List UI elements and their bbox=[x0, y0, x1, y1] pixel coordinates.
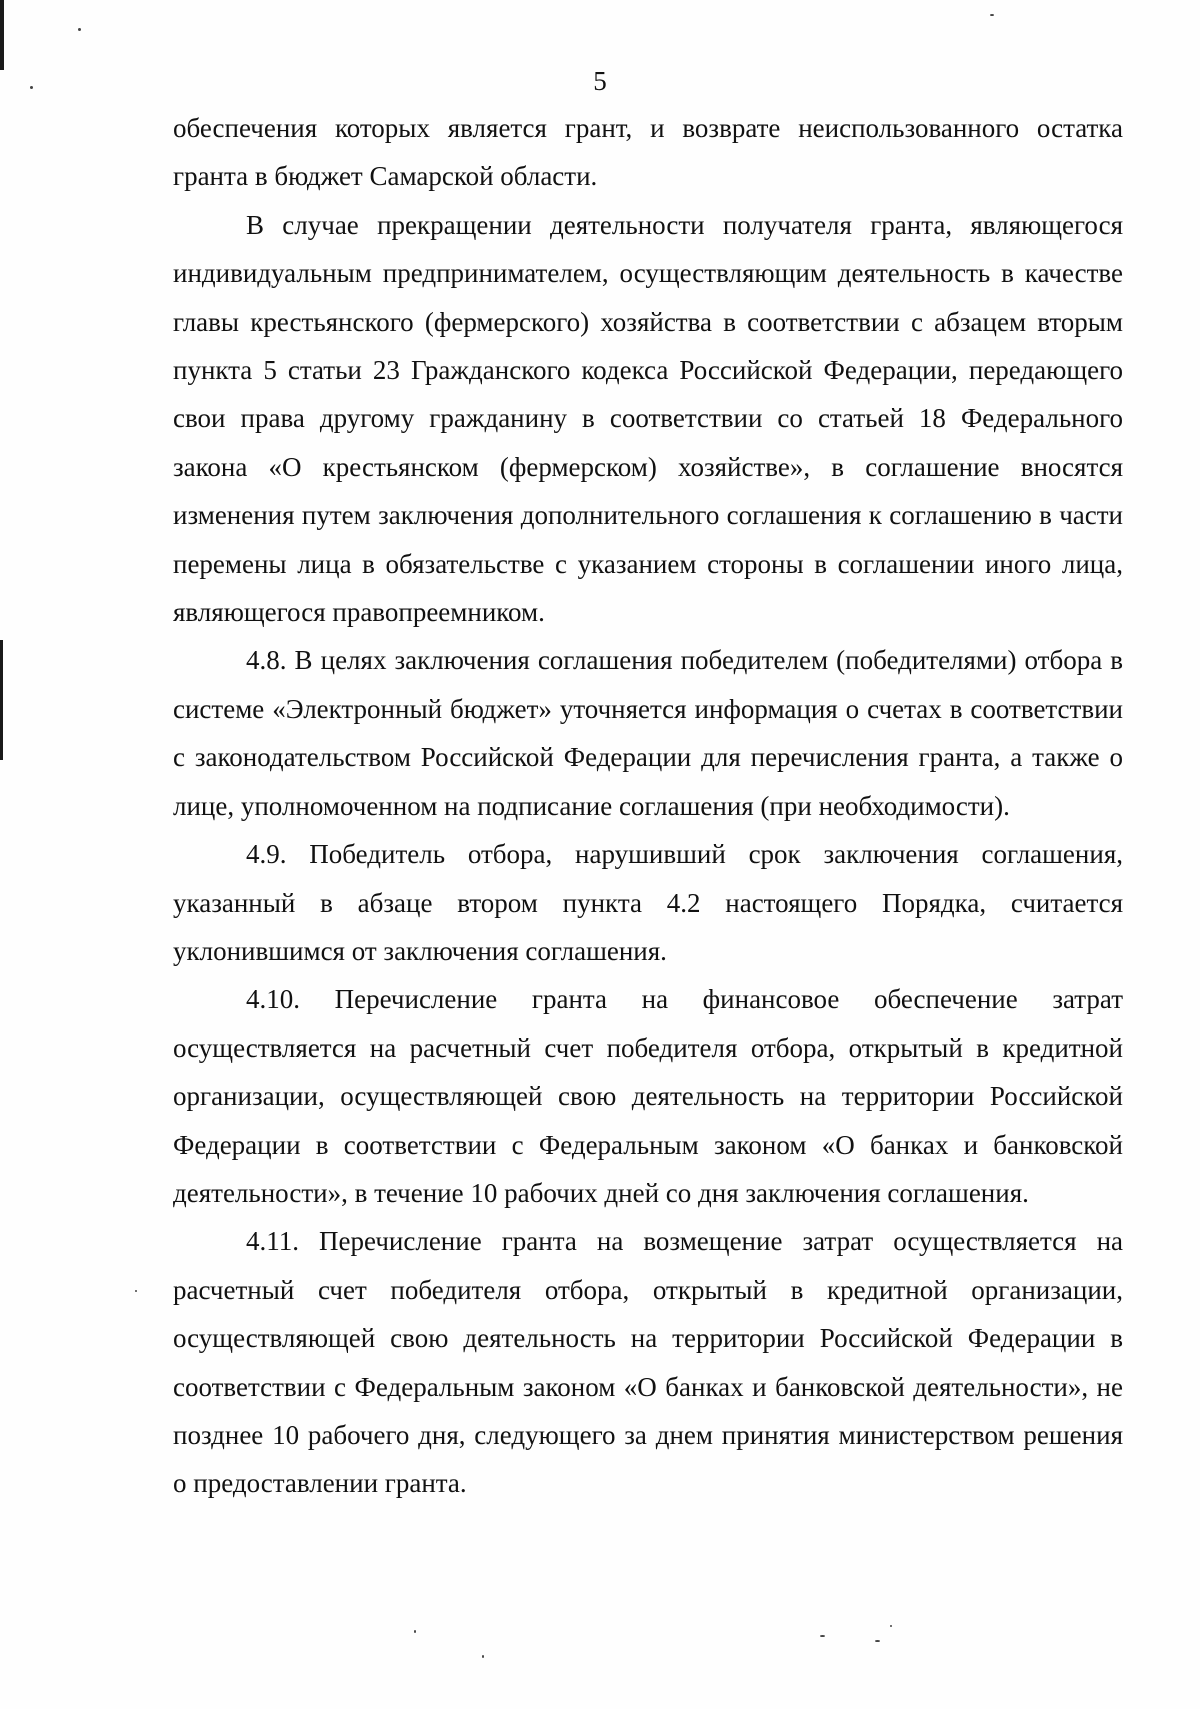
scan-speck bbox=[482, 1655, 484, 1658]
scan-edge-mark bbox=[0, 640, 3, 760]
scan-edge-mark bbox=[0, 0, 4, 70]
paragraph: обеспечения которых является грант, и возврате неиспользованного остатка гранта в бюджет Самарской области. bbox=[173, 113, 1123, 192]
paragraph: В случае прекращении деятельности получателя гранта, являющегося индивидуальным предпринимателем, осуществляющим деятельность в качестве главы крестьянского (фермерского) хозяйства в соответствии с абзацем вторым пункта 5 статьи 23 Гражданского кодекса Российской Федерации, передающего свои права другому гражданину в соответствии со статьей 18 Федерального закона «О крестьянском (фермерском) хозяйстве», в соглашение вносятся изменения путем заключения дополнительного соглашения к соглашению в части перемены лица в обязательстве с указанием стороны в соглашении иного лица, являющегося правопреемником. bbox=[173, 209, 1123, 628]
scan-speck bbox=[820, 1635, 825, 1637]
paragraph-4-8: 4.8. В целях заключения соглашения победителем (победителями) отбора в системе «Электронный бюджет» уточняется информация о счетах в соответствии с законодательством Российской Федерации для перечисления гранта, а также о лице, уполномоченном на подписание соглашения (при необходимости). bbox=[173, 645, 1123, 821]
paragraph-4-9: 4.9. Победитель отбора, нарушивший срок заключения соглашения, указанный в абзаце втором пункта 4.2 настоящего Порядка, считается уклонившимся от заключения соглашения. bbox=[173, 839, 1123, 966]
scan-speck bbox=[875, 1640, 880, 1642]
scan-speck bbox=[990, 14, 994, 16]
scan-speck bbox=[135, 1290, 137, 1292]
paragraph-4-10: 4.10. Перечисление гранта на финансовое обеспечение затрат осуществляется на расчетный счет победителя отбора, открытый в кредитной организации, осуществляющей свою деятельность на территории Российской Федерации в соответствии с Федеральным законом «О банках и банковской деятельности», в течение 10 рабочих дней со дня заключения соглашения. bbox=[173, 984, 1123, 1208]
page-number: 5 bbox=[593, 66, 607, 96]
paragraph-4-11: 4.11. Перечисление гранта на возмещение затрат осуществляется на расчетный счет победителя отбора, открытый в кредитной организации, осуществляющей свою деятельность на территории Российской Федерации в соответствии с Федеральным законом «О банках и банковской деятельности», не позднее 10 рабочего дня, следующего за днем принятия министерством решения о предоставлении гранта. bbox=[173, 1226, 1123, 1499]
document-body bbox=[173, 104, 1123, 1508]
scan-speck bbox=[414, 1630, 416, 1633]
scan-speck bbox=[890, 1625, 892, 1627]
scan-speck bbox=[78, 28, 81, 31]
